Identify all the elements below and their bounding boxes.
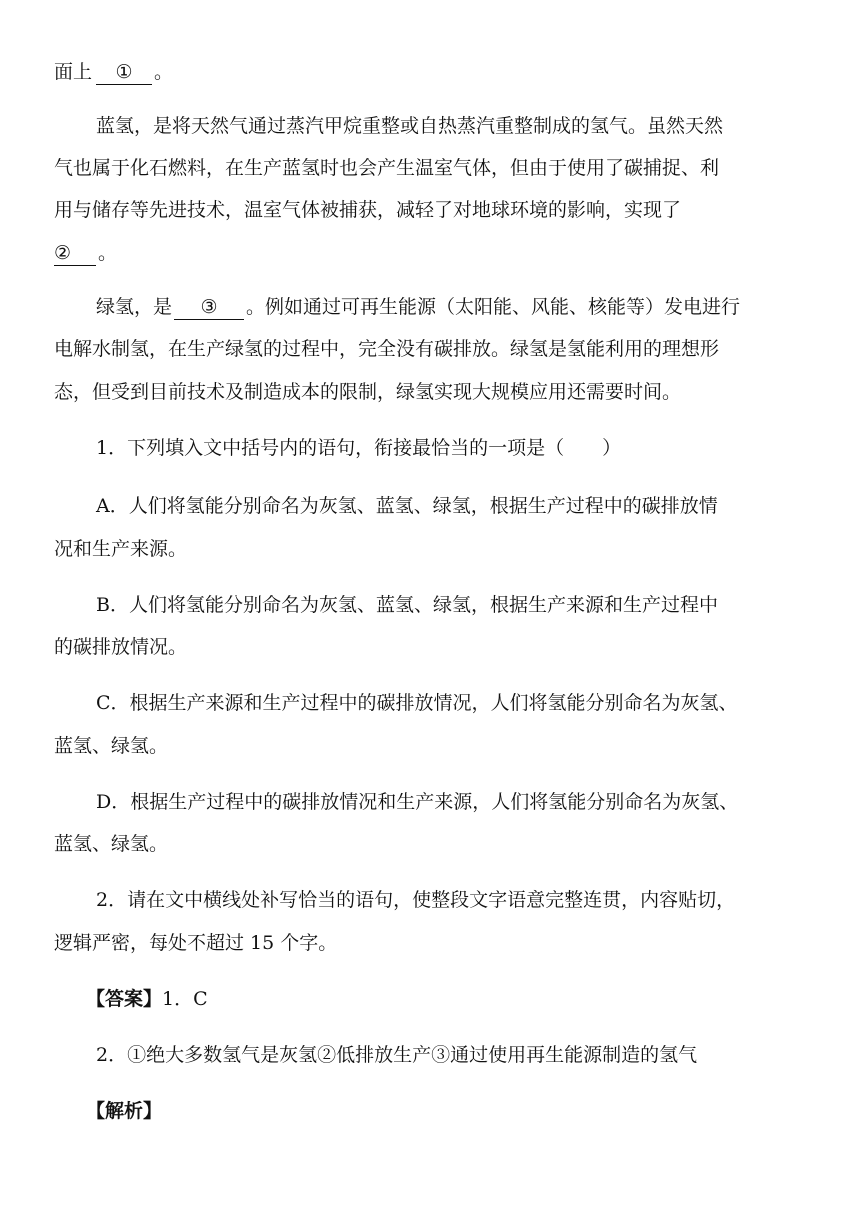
question-2-line-1: 2．请在文中横线处补写恰当的语句，使整段文字语意完整连贯，内容贴切，	[96, 889, 736, 911]
text-fragment: 面上	[54, 61, 93, 83]
text-fragment: 。	[154, 61, 174, 83]
paragraph-blue-hydrogen-line-4	[54, 239, 810, 267]
option-d-line-2: 蓝氢、绿氢。	[54, 833, 169, 855]
option-d-line-1: D．根据生产过程中的碳排放情况和生产来源，人们将氢能分别命名为灰氢、	[96, 791, 739, 813]
text-fragment: 。例如通过可再生能源（太阳能、风能、核能等）发电进行	[246, 296, 741, 318]
question-1-stem: 1．下列填入文中括号内的语句，衔接最恰当的一项是（ ）	[96, 437, 622, 459]
answer-line	[86, 985, 842, 1013]
answer-2: 2．①绝大多数氢气是灰氢②低排放生产③通过使用再生能源制造的氢气	[96, 1044, 698, 1066]
blank-1: ①	[96, 60, 152, 85]
option-c-line-2: 蓝氢、绿氢。	[54, 735, 169, 757]
option-b-line-1: B．人们将氢能分别命名为灰氢、蓝氢、绿氢，根据生产来源和生产过程中	[96, 594, 718, 616]
paragraph-blue-hydrogen-line-3: 用与储存等先进技术，温室气体被捕获，减轻了对地球环境的影响，实现了	[54, 199, 682, 221]
answer-label: 【答案】	[86, 988, 163, 1010]
paragraph-green-hydrogen-line-1	[96, 293, 810, 321]
option-b-line-2: 的碳排放情况。	[54, 636, 188, 658]
answer-1: 1．C	[162, 988, 208, 1010]
text-fragment: 。	[98, 242, 118, 264]
analysis-label	[86, 1097, 842, 1125]
passage-line	[54, 58, 810, 86]
paragraph-blue-hydrogen-line-2: 气也属于化石燃料，在生产蓝氢时也会产生温室气体，但由于使用了碳捕捉、利	[54, 157, 720, 179]
blank-3: ③	[174, 295, 244, 320]
analysis-label-text: 【解析】	[86, 1100, 163, 1122]
blank-2: ②	[54, 241, 96, 266]
paragraph-blue-hydrogen-line-1: 蓝氢，是将天然气通过蒸汽甲烷重整或自热蒸汽重整制成的氢气。虽然天然	[96, 115, 724, 137]
paragraph-green-hydrogen-line-3: 态，但受到目前技术及制造成本的限制，绿氢实现大规模应用还需要时间。	[54, 381, 682, 403]
option-c-line-1: C．根据生产来源和生产过程中的碳排放情况，人们将氢能分别命名为灰氢、	[96, 692, 738, 714]
question-2-line-2: 逻辑严密，每处不超过 15 个字。	[54, 932, 338, 954]
option-a-line-2: 况和生产来源。	[54, 538, 188, 560]
text-fragment: 绿氢，是	[96, 296, 173, 318]
paragraph-green-hydrogen-line-2: 电解水制氢，在生产绿氢的过程中，完全没有碳排放。绿氢是氢能利用的理想形	[54, 338, 720, 360]
option-a-line-1: A．人们将氢能分别命名为灰氢、蓝氢、绿氢，根据生产过程中的碳排放情	[96, 495, 718, 517]
